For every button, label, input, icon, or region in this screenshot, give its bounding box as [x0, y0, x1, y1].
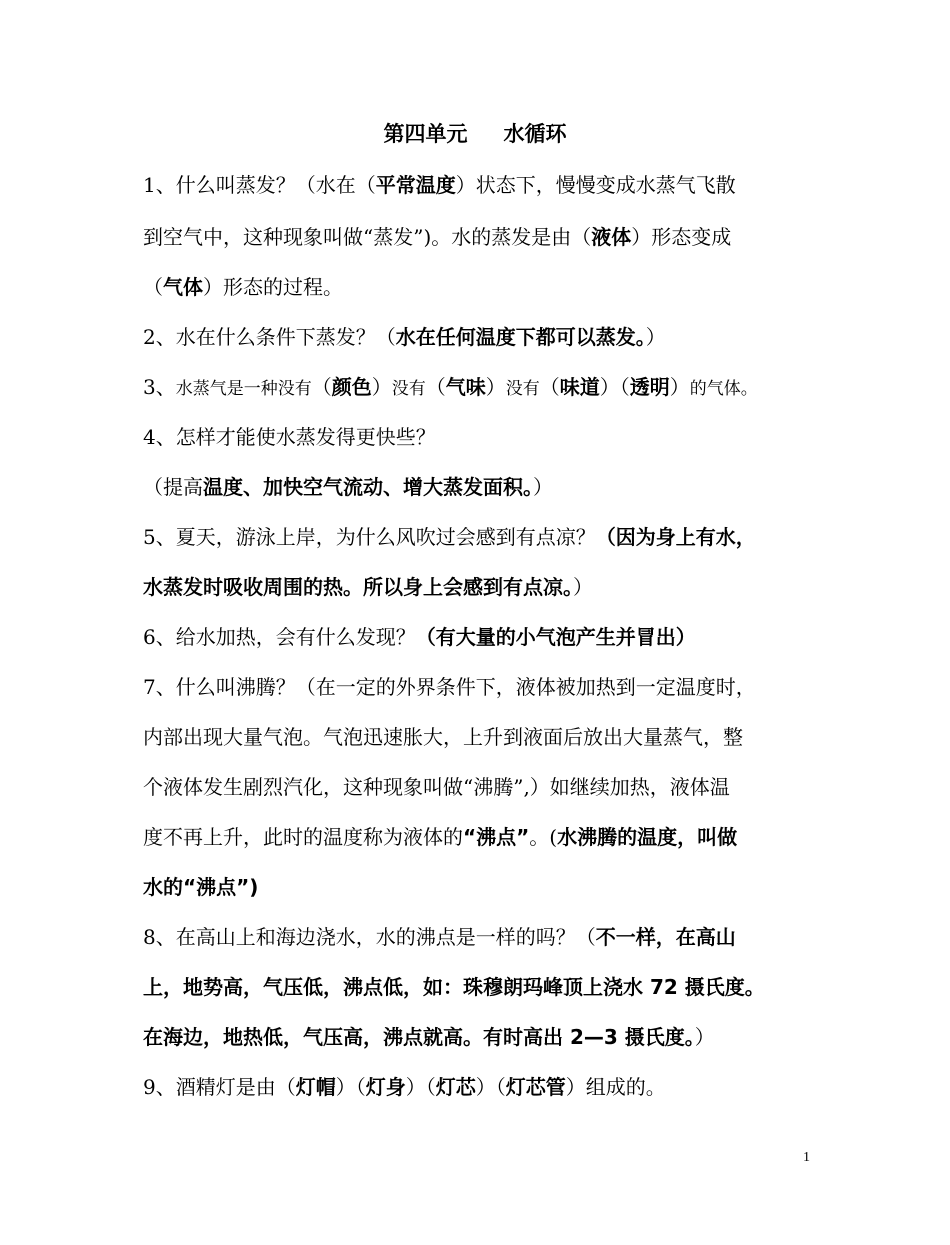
answer-text: 灯身 — [365, 1075, 406, 1099]
text-run: ） — [485, 375, 506, 399]
text-run: ）（ — [335, 1075, 366, 1099]
text-run: （ — [539, 375, 560, 399]
answer-text: 水的“沸点”) — [143, 875, 259, 899]
text-line — [143, 572, 823, 602]
text-run: 7、什么叫沸腾？（在一定的外界条件下，液体被加热到一定温度时， — [143, 675, 756, 699]
text-run: 6、给水加热，会有什么发现？ — [143, 625, 416, 649]
answer-text: 灯芯 — [435, 1075, 476, 1099]
answer-text: “沸点” — [463, 825, 530, 849]
text-run: ） — [371, 375, 392, 399]
small-text: 没有 — [505, 379, 540, 399]
answer-text: 在海边，地热低，气压高，沸点就高。有时高出 2—3 摄氏度。 — [143, 1025, 695, 1049]
text-run: 1、什么叫蒸发？（水在（ — [143, 173, 376, 197]
text-line — [143, 1072, 823, 1102]
title-unit: 第四单元 — [383, 122, 468, 146]
text-run: ）（ — [599, 375, 630, 399]
answer-text: 液体 — [591, 225, 632, 249]
text-run: （提高 — [143, 475, 203, 499]
text-run: ）状态下，慢慢变成水蒸气飞散 — [455, 173, 736, 197]
text-line — [143, 622, 823, 652]
text-run: ） — [694, 1025, 715, 1049]
text-line — [143, 422, 823, 452]
text-line — [143, 672, 823, 702]
text-line — [143, 222, 823, 252]
answer-text: 气体 — [163, 275, 203, 299]
text-run: （ — [425, 375, 446, 399]
title-topic: 水循环 — [503, 122, 567, 146]
text-run: ）形态变成 — [631, 225, 732, 249]
text-run: 个液体发生剧烈汽化，这种现象叫做“沸腾”,）如继续加热，液体温 — [143, 775, 730, 799]
answer-text: 不一样，在高山 — [595, 925, 736, 949]
answer-text: 水蒸发时吸收周围的热。所以身上会感到有点凉。 — [143, 575, 573, 599]
text-run: 5、夏天，游泳上岸，为什么风吹过会感到有点凉？ — [143, 525, 596, 549]
text-line — [143, 322, 823, 352]
text-line — [143, 772, 823, 802]
answer-text: 水沸腾的温度，叫做 — [557, 825, 738, 849]
text-run: ） — [645, 325, 666, 349]
text-line — [143, 872, 823, 902]
text-run: ）组成的。 — [565, 1075, 666, 1099]
text-run: ）（ — [475, 1075, 506, 1099]
text-line — [143, 922, 823, 952]
small-text: 水蒸气是一种没有 — [175, 379, 312, 399]
text-run: 4、怎样才能使水蒸发得更快些？ — [143, 425, 436, 449]
text-run: ）形态的过程。 — [203, 275, 343, 299]
text-run: 8、在高山上和海边浇水，水的沸点是一样的吗？（ — [143, 925, 596, 949]
small-text: 没有 — [391, 379, 426, 399]
text-run: 3、 — [143, 375, 176, 399]
text-run: ） — [669, 375, 690, 399]
page-number: 1 — [803, 1150, 810, 1165]
text-run: 。( — [529, 825, 558, 849]
text-run: （ — [311, 375, 332, 399]
text-line — [143, 822, 823, 852]
text-run: ）（ — [405, 1075, 436, 1099]
text-line — [143, 722, 823, 752]
text-line — [143, 1022, 823, 1052]
answer-text: 透明 — [629, 375, 670, 399]
small-text: 的气体。 — [689, 379, 758, 399]
answer-text: 温度、加快空气流动、增大蒸发面积。 — [203, 475, 533, 499]
answer-text: 水在任何温度下都可以蒸发。 — [395, 325, 646, 349]
text-line — [143, 372, 823, 404]
text-run: 2、水在什么条件下蒸发？（ — [143, 325, 396, 349]
answer-text: 颜色 — [331, 375, 372, 399]
answer-text: 灯芯管 — [505, 1075, 566, 1099]
answer-text: （有大量的小气泡产生并冒出） — [415, 625, 696, 649]
text-run: ） — [573, 575, 593, 599]
answer-text: 灯帽 — [295, 1075, 336, 1099]
text-line — [143, 472, 823, 502]
answer-text: （因为身上有水， — [595, 525, 756, 549]
answer-text: 味道 — [559, 375, 600, 399]
text-line — [143, 972, 823, 1002]
page-title — [0, 118, 950, 148]
answer-text: 气味 — [445, 375, 486, 399]
text-run: （ — [143, 275, 163, 299]
text-run: ） — [533, 475, 553, 499]
text-run: 度不再上升，此时的温度称为液体的 — [143, 825, 463, 849]
text-line — [143, 272, 823, 302]
answer-text: 平常温度 — [375, 173, 456, 197]
text-line — [143, 522, 823, 552]
answer-text: 上，地势高，气压低，沸点低，如：珠穆朗玛峰顶上浇水 72 摄氏度。 — [143, 975, 765, 999]
text-run: 9、酒精灯是由（ — [143, 1075, 296, 1099]
text-run: 内部出现大量气泡。气泡迅速胀大，上升到液面后放出大量蒸气，整 — [143, 725, 743, 749]
text-line — [143, 170, 823, 200]
text-run: 到空气中，这种现象叫做“蒸发”)。水的蒸发是由（ — [143, 225, 592, 249]
